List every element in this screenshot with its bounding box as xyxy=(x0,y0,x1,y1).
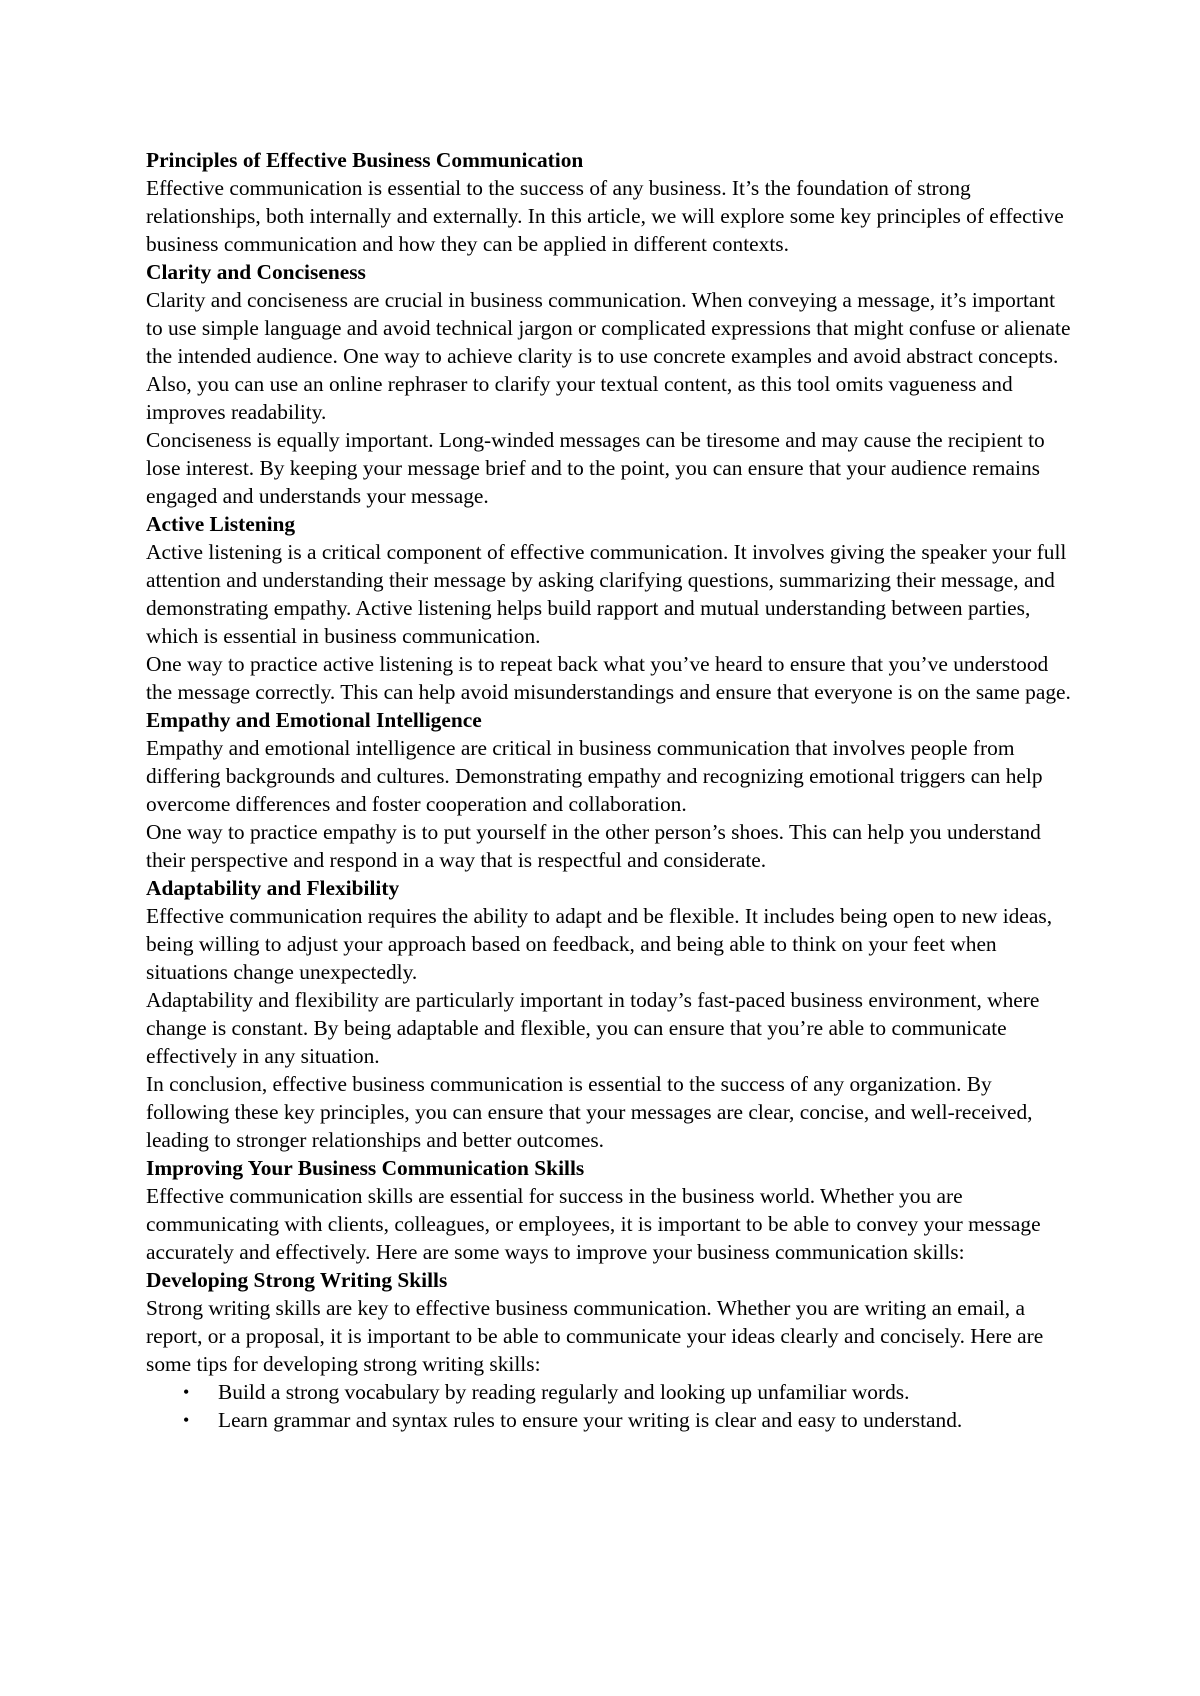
paragraph-intro: Effective communication is essential to the success of any business. It’s the foundation of strong relationships, both internally and externally. In this article, we will explore some key principles of effective business communication and how they can be applied in different contexts. xyxy=(146,176,1064,256)
list-item xyxy=(146,1406,1076,1434)
writing-tips-list xyxy=(146,1378,1076,1434)
paragraph-conclusion: In conclusion, effective business communication is essential to the success of any organization. By following these key principles, you can ensure that your messages are clear, concise, and well-received, leading to stronger relationships and better outcomes. xyxy=(146,1072,1033,1152)
paragraph-conciseness: Conciseness is equally important. Long-winded messages can be tiresome and may cause the recipient to lose interest. By keeping your message brief and to the point, you can ensure that your audience remains engaged and understands your message. xyxy=(146,428,1045,508)
bullet-icon: • xyxy=(183,1410,190,1430)
paragraph-practice-listening: One way to practice active listening is to repeat back what you’ve heard to ensure that you’ve understood the message correctly. This can help avoid misunderstandings and ensure that everyone is on the same page. xyxy=(146,652,1071,704)
bullet-icon: • xyxy=(183,1382,190,1402)
list-item-text: Build a strong vocabulary by reading regularly and looking up unfamiliar words. xyxy=(218,1380,910,1404)
paragraph-practice-empathy: One way to practice empathy is to put yourself in the other person’s shoes. This can help you understand their perspective and respond in a way that is respectful and considerate. xyxy=(146,820,1041,872)
list-item-text: Learn grammar and syntax rules to ensure your writing is clear and easy to understand. xyxy=(218,1408,963,1432)
heading-writing-skills: Developing Strong Writing Skills xyxy=(146,1268,448,1292)
paragraph-active-listening: Active listening is a critical component of effective communication. It involves giving the speaker your full attention and understanding their message by asking clarifying questions, summarizing their message, and demonstrating empathy. Active listening helps build rapport and mutual understanding between parties, which is essential in business communication. xyxy=(146,540,1067,648)
heading-clarity: Clarity and Conciseness xyxy=(146,260,366,284)
document-page xyxy=(146,146,1076,1434)
paragraph-writing-skills: Strong writing skills are key to effective business communication. Whether you are writing an email, a report, or a proposal, it is important to be able to communicate your ideas clearly and concisely. Here are some tips for developing strong writing skills: xyxy=(146,1296,1044,1376)
paragraph-flexibility: Adaptability and flexibility are particularly important in today’s fast-paced business environment, where change is constant. By being adaptable and flexible, you can ensure that you’re able to communicate effectively in any situation. xyxy=(146,988,1040,1068)
paragraph-adaptability: Effective communication requires the ability to adapt and be flexible. It includes being open to new ideas, being willing to adjust your approach based on feedback, and being able to think on your feet when situations change unexpectedly. xyxy=(146,904,1053,984)
paragraph-empathy: Empathy and emotional intelligence are critical in business communication that involves people from differing backgrounds and cultures. Demonstrating empathy and recognizing emotional triggers can help overcome differences and foster cooperation and collaboration. xyxy=(146,736,1043,816)
heading-principles: Principles of Effective Business Communication xyxy=(146,148,584,172)
heading-improving-skills: Improving Your Business Communication Skills xyxy=(146,1156,585,1180)
heading-adaptability: Adaptability and Flexibility xyxy=(146,876,400,900)
paragraph-clarity: Clarity and conciseness are crucial in business communication. When conveying a message, it’s important to use simple language and avoid technical jargon or complicated expressions that might confuse or alienate the intended audience. One way to achieve clarity is to use concrete examples and avoid abstract concepts. Also, you can use an online rephraser to clarify your textual content, as this tool omits vagueness and improves readability. xyxy=(146,288,1071,424)
heading-empathy: Empathy and Emotional Intelligence xyxy=(146,708,482,732)
list-item xyxy=(146,1378,1076,1406)
heading-active-listening: Active Listening xyxy=(146,512,296,536)
paragraph-improving-skills: Effective communication skills are essential for success in the business world. Whether you are communicating with clients, colleagues, or employees, it is important to be able to convey your message accurately and effectively. Here are some ways to improve your business communication skills: xyxy=(146,1184,1041,1264)
